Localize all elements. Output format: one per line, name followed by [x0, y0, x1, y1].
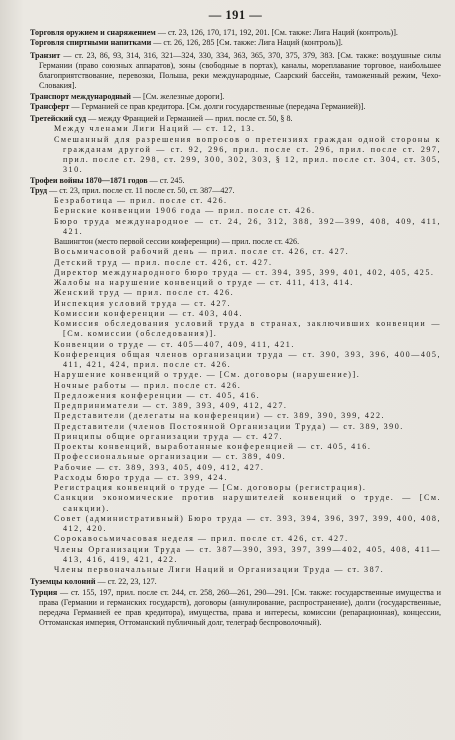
index-entry: [30, 92, 441, 102]
sub-entry: Члены Организации Труда — ст. 387—390, 393, 397, 399—402, 405, 408, 411—413, 416, 419, 421, 422.: [54, 544, 441, 564]
sub-entry: Предприниматели — ст. 389, 393, 409, 412, 427.: [54, 401, 288, 410]
sub-entry: Проекты конвенций, выработанные конференцией — ст. 405, 416.: [54, 442, 372, 451]
sub-entry: Профессиональные организации — ст. 389, 409.: [54, 452, 287, 462]
index-entry: [30, 51, 441, 92]
sub-entry: Безработица — прил. после ст. 426.: [54, 196, 228, 205]
sub-entry: Конференция общая членов организации труда — ст. 390, 393, 396, 400—405, 411, 421, 424, прил. после ст. 426.: [54, 349, 441, 369]
sub-entry: Совет (административный) Бюро труда — ст. 393, 394, 396, 397, 399, 400, 408, 412, 420.: [54, 513, 441, 533]
sub-entry: Комиссия обследования условий труда в странах, заключивших конвенции — [См. комиссии (обследования)].: [54, 319, 441, 339]
sub-entry: Восьмичасовой рабочий день — прил. после ст. 426, ст. 427.: [54, 247, 350, 257]
sub-entry: Конвенции о труде — ст. 405—407, 409, 411, 421.: [54, 339, 295, 349]
entry-heading: Торговля оружием и снаряжением: [30, 28, 156, 37]
sub-entry: Принципы общие организации труда — ст. 427.: [54, 431, 284, 441]
sub-entry: Между членами Лиги Наций — ст. 12, 13.: [54, 124, 256, 134]
entry-heading: Туземцы колоний: [30, 577, 96, 587]
index-entries: [30, 28, 441, 629]
entry-text: — ст. 22, 23, 127.: [95, 577, 157, 587]
sub-entry: Детский труд — прил. после ст. 426, ст. 427.: [54, 257, 273, 267]
entry-heading: Трансферт: [30, 101, 70, 111]
sub-entry: Представители (делегаты на конференции) — ст. 389, 390, 399, 422.: [54, 411, 386, 421]
sub-entry: Представители (членов Постоянной Организации Труда) — ст. 389, 390.: [54, 421, 404, 431]
index-entry: [30, 114, 441, 124]
sub-entry: Сорокавосьмичасовая неделя — прил. после ст. 426, ст. 427.: [54, 534, 349, 544]
sub-entry: Расходы бюро труда — ст. 399, 424.: [54, 472, 228, 482]
index-entry: [30, 588, 441, 629]
sub-entry: Жалобы на нарушение конвенций о труде — ст. 411, 413, 414.: [54, 278, 354, 287]
entry-text: — ст. 23, 86, 93, 314, 316, 321—324, 330, 334, 363, 365, 370, 375, 379, 383. [См. также: воздушные силы Германии (право союзных аппаратов), зоны (свободные в портах), каналы, мореплавание торговое, наибольшее благоприятствование, перевозки, Польша, реки международные, Саарский бассейн, таможенный режим, Чехо-Словакия].: [39, 50, 441, 91]
index-entry: [30, 38, 441, 48]
sub-entry: Предложения конференции — ст. 405, 416.: [54, 390, 261, 400]
sub-entry: Инспекция условий труда — ст. 427.: [54, 298, 231, 308]
index-entry: [30, 28, 441, 38]
page-number: — 191 —: [208, 8, 263, 22]
entry-heading: Трофеи войны 1870—1871 годов: [30, 175, 148, 185]
entry-text: — ст. 23, 126, 170, 171, 192, 201. [См. также: Лига Наций (контроль)].: [155, 28, 398, 37]
entry-heading: Транспорт международный: [30, 91, 131, 101]
sub-entry: Бюро труда международное — ст. 24, 26, 312, 388, 392—399, 408, 409, 411, 421.: [54, 216, 441, 236]
entry-text: — ст. 245.: [147, 175, 185, 185]
entry-text: — ст. 155, 197, прил. после ст. 244, ст. 258, 260—261, 290—291. [См. также: государственные имущества и права (Германии и германских государств), договоры (аннулирование, распространение), долги (государственные, передача Германией ее прав кредитора), имущества, права и интересы, комиссии (репарационная), концессии, Оттоманская империя, Оттоманский публичный долг, телеграф беспроволочный).: [39, 587, 441, 628]
sub-entry: Вашингтон (место первой сессии конференции) — прил. после ст. 426.: [54, 237, 300, 246]
entry-text: — [См. железные дороги].: [130, 91, 225, 101]
entry-heading: Транзит: [30, 50, 61, 60]
sub-entry: Рабочие — ст. 389, 393, 405, 409, 412, 427.: [54, 462, 265, 472]
entry-heading: Труд: [30, 185, 48, 195]
sub-entry: Директор международного бюро труда — ст. 394, 395, 399, 401, 402, 405, 425.: [54, 267, 435, 277]
sub-entry: Санкции экономические против нарушителей конвенций о труде. — [См. санкции).: [54, 493, 441, 513]
entry-heading: Турция: [30, 587, 58, 597]
index-entry: [30, 577, 441, 587]
sub-entry: Нарушение конвенций о труде. — [См. договоры (нарушение)].: [54, 370, 361, 380]
sub-entry: Члены первоначальные Лиги Наций и Организации Труда — ст. 387.: [54, 565, 385, 574]
index-entry: [30, 176, 441, 186]
entry-heading: Торговля спиртными напитками: [30, 38, 152, 48]
index-entry: [30, 102, 441, 112]
sub-entry: Женский труд — прил. после ст. 426.: [54, 288, 235, 298]
sub-entry: Ночные работы — прил. после ст. 426.: [54, 380, 242, 390]
sub-entry: Бернские конвенции 1906 года — прил. после ст. 426.: [54, 206, 316, 216]
sub-entry: Регистрация конвенций о труде — [См. договоры (регистрация).: [54, 483, 367, 492]
entry-text: — между Францией и Германией — прил. после ст. 50, § 8.: [86, 114, 293, 123]
entry-text: — ст. 23, прил. после ст. 11 после ст. 50, ст. 387—427.: [47, 185, 235, 195]
entry-text: — Германией се прав кредитора. [См. долги государственные (передача Германией)].: [69, 101, 366, 111]
entry-heading: Третейский суд: [30, 114, 87, 123]
sub-entry: Смешанный для разрешения вопросов о претензиях граждан одной стороны к гражданам другой — ст. 92, 296, прил. после ст. 296, прил. после ст. 297, прил. после ст. 298, ст. 299, 300, 302, 303, § 12, прил. после ст. 304, ст. 305, 310.: [54, 134, 441, 175]
index-entry: [30, 186, 441, 196]
entry-text: — ст. 26, 126, 285 [См. также: Лига Наций (контроль)].: [151, 38, 343, 48]
sub-entry: Комиссии конференции — ст. 403, 404.: [54, 308, 243, 318]
